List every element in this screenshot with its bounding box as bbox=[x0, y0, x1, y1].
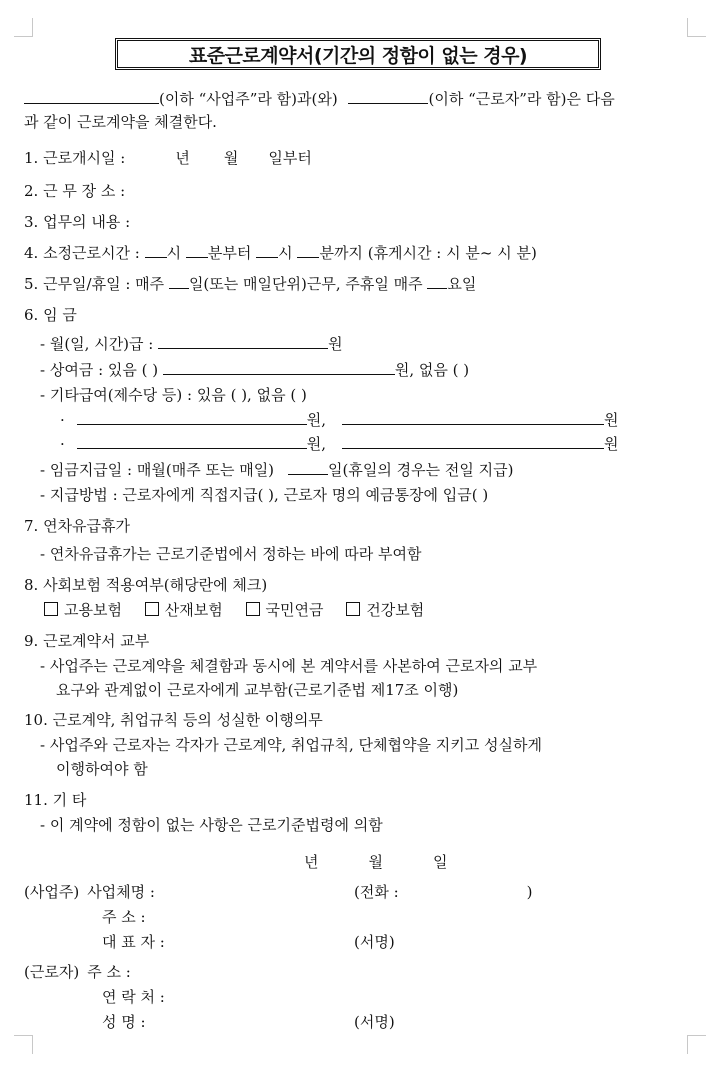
employer-company-row: (사업주) 사업체명 : bbox=[24, 883, 155, 901]
employer-address: 주 소 : bbox=[102, 908, 146, 926]
annual-leave-desc: - 연차유급휴가는 근로기준법에서 정하는 바에 따라 부여함 bbox=[40, 545, 422, 563]
item-annual-leave: 7. 연차유급휴가 bbox=[24, 517, 131, 535]
worker-name-blank[interactable] bbox=[348, 88, 428, 104]
employer-phone: (전화 : ) bbox=[354, 883, 533, 901]
etc-desc: - 이 계약에 정함이 없는 사항은 근로기준법령에 의함 bbox=[40, 816, 383, 834]
delivery-line-2: 요구와 관계없이 근로자에게 교부함(근로기준법 제17조 이행) bbox=[56, 681, 459, 699]
wage-method: - 지급방법 : 근로자에게 직접지급( ), 근로자 명의 예금통장에 입금( ) bbox=[40, 486, 489, 504]
wage-payday: - 임금지급일 : 매월(매주 또는 매일) 일(휴일의 경우는 전일 지급) bbox=[40, 461, 514, 479]
document-title: 표준근로계약서(기간의 정함이 없는 경우) bbox=[115, 38, 601, 70]
worker-name: 성 명 : bbox=[102, 1013, 146, 1031]
item-obligation: 10. 근로계약, 취업규칙 등의 성실한 이행의무 bbox=[24, 711, 323, 729]
item-wage: 6. 임 금 bbox=[24, 306, 77, 324]
wage-other: - 기타급여(제수당 등) : 있음 ( ), 없음 ( ) bbox=[40, 386, 307, 404]
worker-signature: (서명) bbox=[354, 1013, 395, 1031]
item-job-description: 3. 업무의 내용 : bbox=[24, 213, 131, 231]
intro-line-2: 과 같이 근로계약을 체결한다. bbox=[24, 113, 217, 131]
crop-mark bbox=[14, 18, 33, 37]
crop-mark bbox=[687, 18, 706, 37]
wage-monthly: - 월(일, 시간)급 : 원 bbox=[40, 335, 343, 353]
contract-date: 년 월 일 bbox=[304, 853, 448, 871]
item-etc: 11. 기 타 bbox=[24, 791, 87, 809]
item-contract-delivery: 9. 근로계약서 교부 bbox=[24, 632, 150, 650]
wage-other-row-1: · 원, 원 bbox=[60, 411, 619, 429]
item-work-days: 5. 근무일/휴일 : 매주 일(또는 매일단위)근무, 주휴일 매주 요일 bbox=[24, 275, 477, 293]
item-work-place: 2. 근 무 장 소 : bbox=[24, 182, 126, 200]
worker-contact: 연 락 처 : bbox=[102, 988, 165, 1006]
checkbox-pension[interactable]: 국민연금 bbox=[246, 601, 324, 619]
delivery-line-1: - 사업주는 근로계약을 체결함과 동시에 본 계약서를 사본하여 근로자의 교부 bbox=[40, 657, 538, 675]
crop-mark bbox=[687, 1035, 706, 1054]
obligation-line-1: - 사업주와 근로자는 각자가 근로계약, 취업규칙, 단체협약을 지키고 성실하게 bbox=[40, 736, 542, 754]
employer-representative: 대 표 자 : bbox=[102, 933, 165, 951]
item-start-date: 1. 근로개시일 : 년 월 일부터 bbox=[24, 149, 312, 167]
item-social-insurance: 8. 사회보험 적용여부(해당란에 체크) bbox=[24, 576, 268, 594]
wage-bonus: - 상여금 : 있음 ( ) 원, 없음 ( ) bbox=[40, 361, 470, 379]
checkbox-industrial[interactable]: 산재보험 bbox=[145, 601, 223, 619]
crop-mark bbox=[14, 1035, 33, 1054]
checkbox-health[interactable]: 건강보험 bbox=[346, 601, 424, 619]
worker-address-row: (근로자) 주 소 : bbox=[24, 963, 131, 981]
checkbox-employment[interactable]: 고용보험 bbox=[44, 601, 122, 619]
wage-other-row-2: · 원, 원 bbox=[60, 435, 619, 453]
insurance-options bbox=[44, 600, 424, 620]
obligation-line-2: 이행하여야 함 bbox=[56, 760, 148, 778]
intro-line-1: (이하 “사업주”라 함)과(와) (이하 “근로자”라 함)은 다음 bbox=[24, 88, 615, 109]
employer-signature: (서명) bbox=[354, 933, 395, 951]
item-work-hours: 4. 소정근로시간 : 시 분부터 시 분까지 (휴게시간 : 시 분~ 시 분) bbox=[24, 244, 537, 262]
employer-name-blank[interactable] bbox=[24, 88, 159, 104]
